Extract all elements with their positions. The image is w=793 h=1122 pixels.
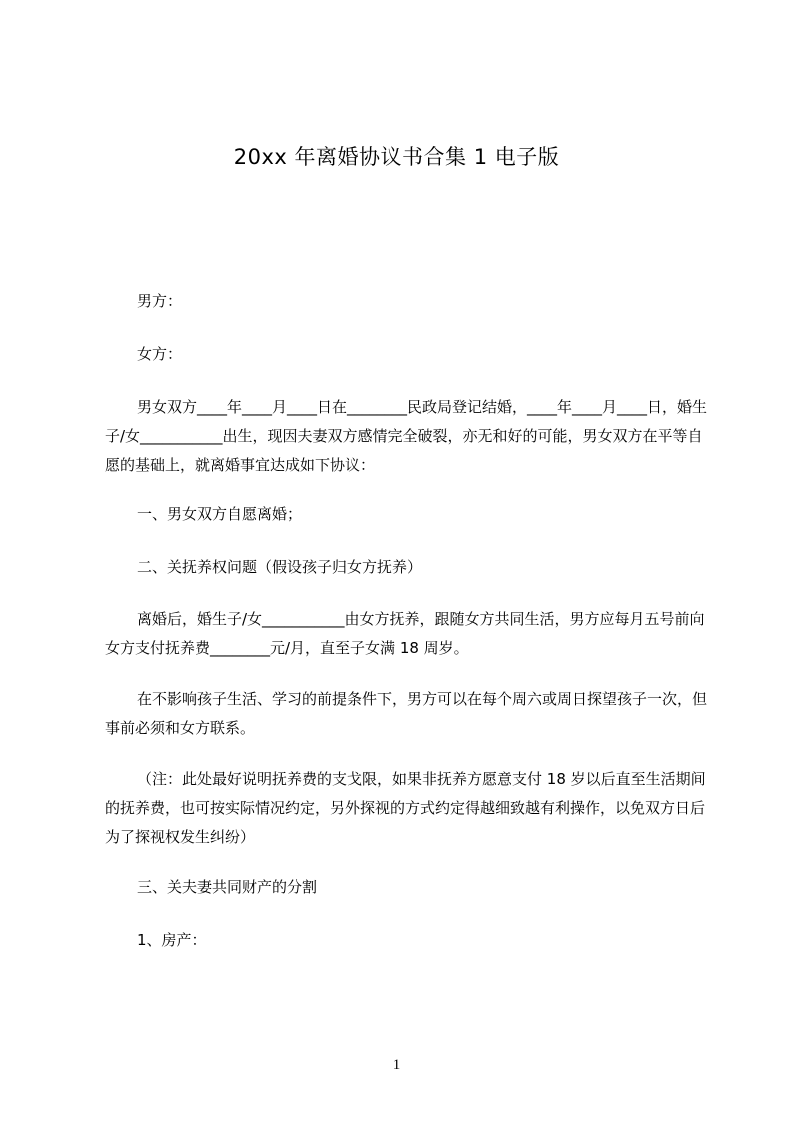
paragraph-female-party: 女方： <box>137 345 183 363</box>
document-title: 20xx 年离婚协议书合集 1 电子版 <box>233 145 560 169</box>
page-number: 1 <box>392 1057 401 1073</box>
paragraph-visitation: 在不影响孩子生活、学习的前提条件下，男方可以在每个周六或周日探望孩子一次，但事前必须和女方联系。 <box>105 690 708 737</box>
paragraph-section-two-heading: 二、关抚养权问题（假设孩子归女方抚养） <box>137 558 423 576</box>
paragraph-male-party: 男方： <box>137 292 183 310</box>
paragraph-custody: 离婚后，婚生子/女___________由女方抚养，跟随女方共同生活，男方应每月五号前向女方支付抚养费________元/月，直至子女满 18 周岁。 <box>105 610 705 657</box>
paragraph-section-three-heading: 三、关夫妻共同财产的分割 <box>137 878 318 896</box>
paragraph-property: 1、房产： <box>137 931 207 949</box>
paragraph-marriage-info: 男女双方____年____月____日在________民政局登记结婚，____年____月____日，婚生子/女___________出生，现因夫妻双方感情完全破裂，亦无和好的可能，男女双方在平等自愿的基础上，就离婚事宜达成如下协议： <box>105 398 708 474</box>
paragraph-note: （注：此处最好说明抚养费的支戈限，如果非抚养方愿意支付 18 岁以后直至生活期间的抚养费，也可按实际情况约定，另外探视的方式约定得越细致越有利操作，以免双方日后为了探视权发生纠纷） <box>105 770 706 846</box>
paragraph-section-one: 一、男女双方自愿离婚； <box>137 505 303 523</box>
